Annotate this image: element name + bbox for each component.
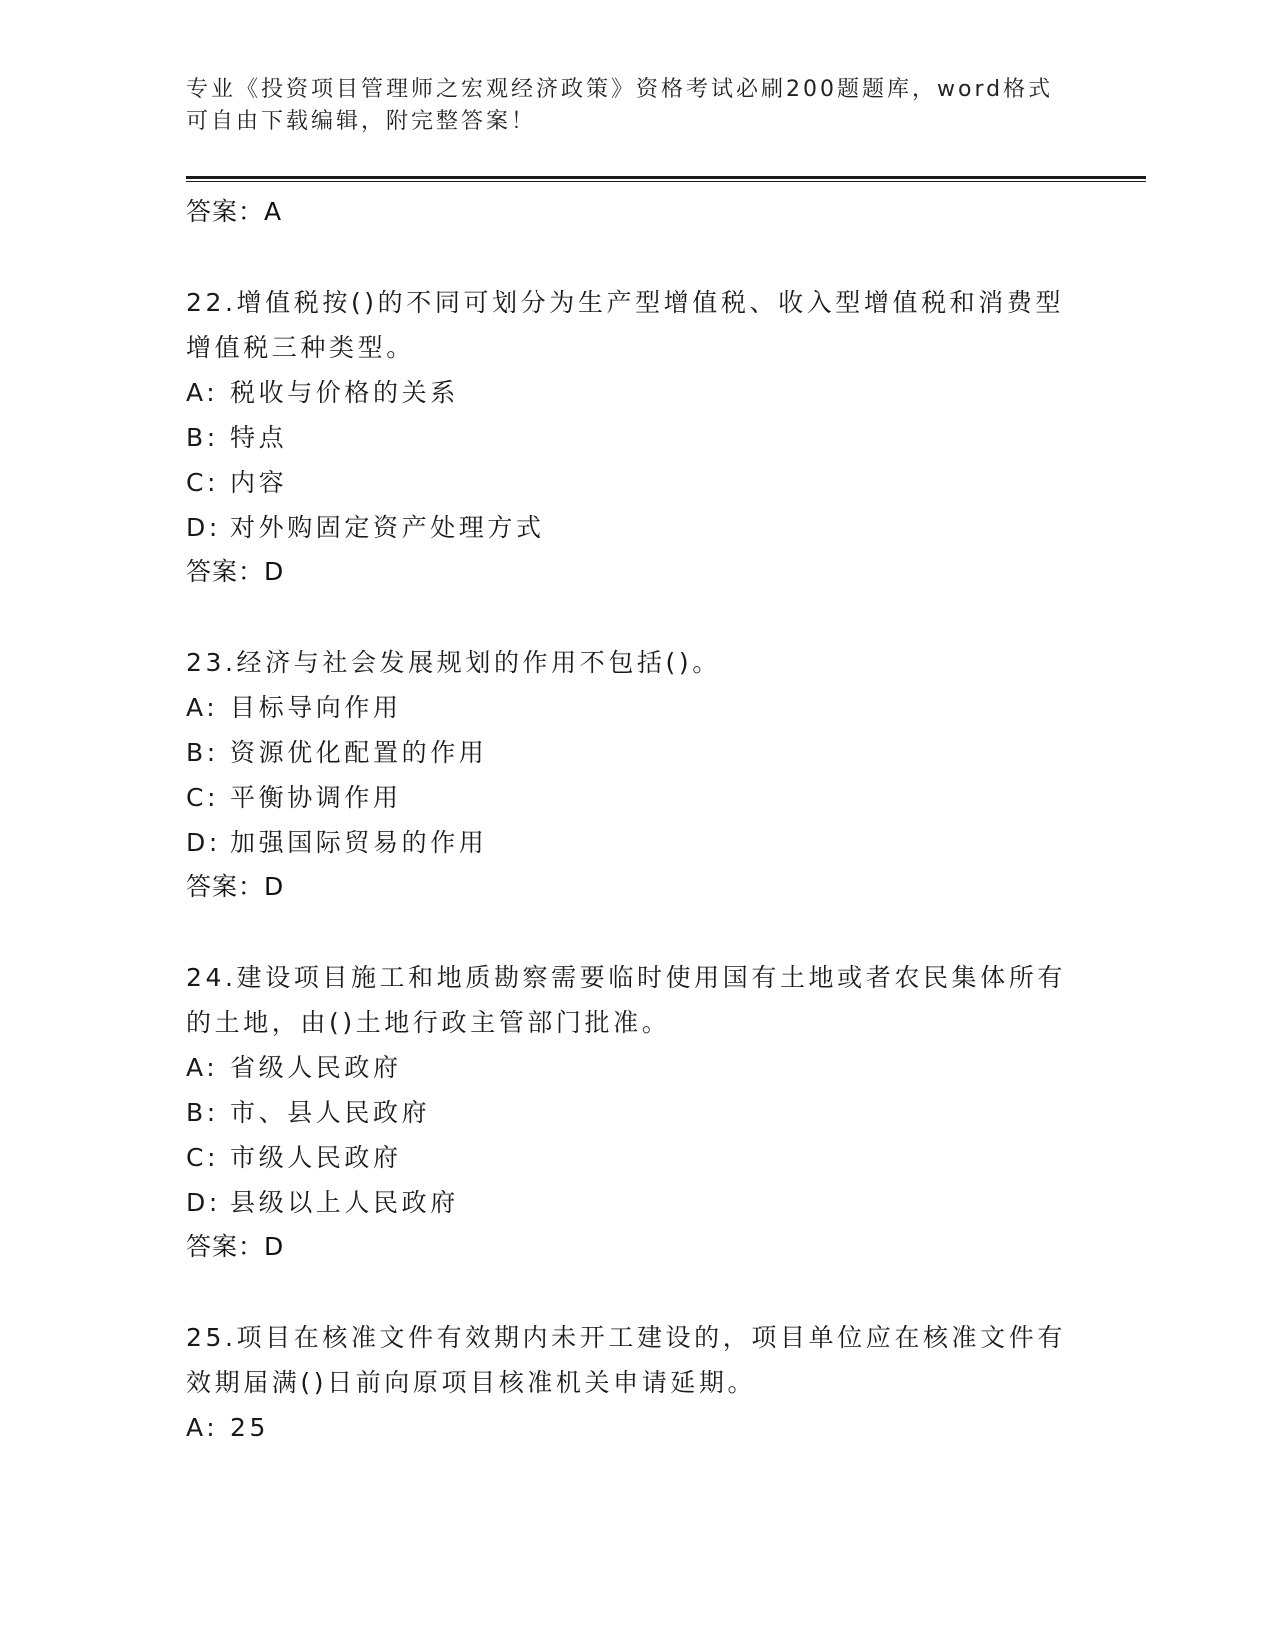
- question-stem: 25.项目在核准文件有效期内未开工建设的，项目单位应在核准文件有效期届满()日前向原项目核准机关申请延期。: [186, 1323, 1066, 1397]
- option-text: 内容: [230, 468, 288, 497]
- header-divider-thin: [186, 181, 1146, 182]
- option-d: [186, 505, 1086, 550]
- document-header: 专业《投资项目管理师之宏观经济政策》资格考试必刷200题题库，word格式可自由下载编辑，附完整答案！: [186, 77, 1054, 134]
- option-letter: D:: [186, 513, 221, 542]
- option-text: 对外购固定资产处理方式: [230, 513, 545, 542]
- option-text: 特点: [230, 423, 288, 452]
- option-a: [186, 685, 1086, 730]
- option-text: 资源优化配置的作用: [230, 738, 488, 767]
- question-list: [186, 190, 1086, 1450]
- option-letter: C:: [186, 1143, 220, 1172]
- header-divider-thick: [186, 176, 1146, 179]
- option-c: [186, 775, 1086, 820]
- option-text: 25: [230, 1413, 270, 1442]
- option-text: 目标导向作用: [230, 693, 402, 722]
- option-c: [186, 1135, 1086, 1180]
- option-a: [186, 370, 1086, 415]
- option-letter: A:: [186, 1053, 219, 1082]
- option-text: 加强国际贸易的作用: [230, 828, 488, 857]
- question-block: [186, 955, 1086, 1315]
- answer-label: 答案：D: [186, 557, 285, 586]
- question-block: [186, 640, 1086, 955]
- option-a: [186, 1045, 1086, 1090]
- answer-label: 答案：D: [186, 872, 285, 901]
- question-stem: 22.增值税按()的不同可划分为生产型增值税、收入型增值税和消费型增值税三种类型。: [186, 288, 1065, 362]
- question-stem: 23.经济与社会发展规划的作用不包括()。: [186, 648, 721, 677]
- option-text: 县级以上人民政府: [230, 1188, 459, 1217]
- option-letter: D:: [186, 828, 221, 857]
- option-d: [186, 1180, 1086, 1225]
- option-letter: A:: [186, 1413, 219, 1442]
- option-text: 税收与价格的关系: [230, 378, 459, 407]
- question-stem: 24.建设项目施工和地质勘察需要临时使用国有土地或者农民集体所有的土地，由()土地行政主管部门批准。: [186, 963, 1066, 1037]
- option-d: [186, 820, 1086, 865]
- option-letter: A:: [186, 693, 219, 722]
- option-b: [186, 415, 1086, 460]
- option-b: [186, 730, 1086, 775]
- option-text: 市、县人民政府: [230, 1098, 431, 1127]
- option-letter: C:: [186, 783, 220, 812]
- option-letter: B:: [186, 423, 219, 452]
- question-block: [186, 280, 1086, 640]
- option-letter: D:: [186, 1188, 221, 1217]
- option-a: [186, 1405, 1086, 1450]
- option-letter: B:: [186, 738, 219, 767]
- option-text: 平衡协调作用: [230, 783, 402, 812]
- option-c: [186, 460, 1086, 505]
- option-letter: A:: [186, 378, 219, 407]
- option-text: 市级人民政府: [230, 1143, 402, 1172]
- option-b: [186, 1090, 1086, 1135]
- question-block: [186, 1315, 1086, 1450]
- option-text: 省级人民政府: [230, 1053, 402, 1082]
- answer-label: 答案：D: [186, 1232, 285, 1261]
- answer-label: 答案：A: [186, 197, 283, 226]
- option-letter: C:: [186, 468, 220, 497]
- option-letter: B:: [186, 1098, 219, 1127]
